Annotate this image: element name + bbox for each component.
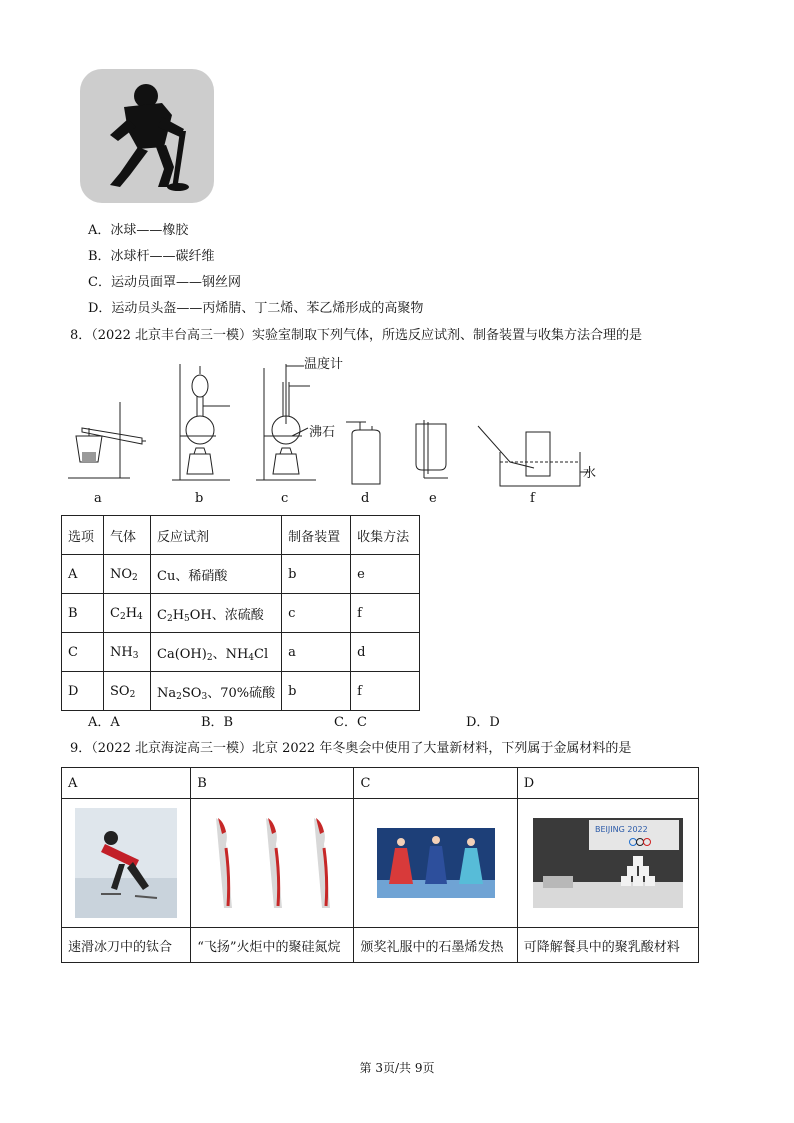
header-reagent: 反应试剂 [151,516,282,555]
label-thermometer: 温度计 [304,357,344,372]
row-c-collect: d [351,633,420,672]
table-header-row [62,516,420,555]
q8-apparatus-diagram [60,352,620,507]
olympic-torch-image [204,808,340,918]
row-b-option: B [62,594,104,633]
row-b-device: c [282,594,351,633]
row-b-gas: $C_2H_4$ [104,594,151,633]
row-c-option: C [62,633,104,672]
ice-hockey-pictogram [80,69,214,203]
q7-option-d: D．运动员头盔——丙烯腈、丁二烯、苯乙烯形成的高聚物 [88,301,424,316]
q9-table [61,767,699,963]
ceremony-dresses-image [377,828,495,898]
table-row [62,672,420,711]
tableware-display-image [533,818,683,908]
table-row [62,633,420,672]
table-row [62,799,699,928]
row-d-gas: $SO_2$ [104,672,151,711]
speed-skater-image [75,808,177,918]
q9-col-d: D [517,768,698,799]
q9-col-c: C [354,768,517,799]
table-header-row [62,768,699,799]
q8-stem: 8．（2022 北京丰台高三一模）实验室制取下列气体，所选反应试剂、制备装置与收集方法合理的是 [70,328,642,343]
row-c-reagent: $Ca(OH)_2$、$NH_4Cl$ [151,633,282,672]
row-a-device: b [282,555,351,594]
apparatus-label-d: d [361,491,370,506]
table-row [62,555,420,594]
q9-image-a-cell [62,799,191,928]
apparatus-f [478,426,590,486]
row-c-gas: $NH_3$ [104,633,151,672]
apparatus-a [68,402,146,478]
q9-caption-a: 速滑冰刀中的钛合 [62,928,191,963]
label-boiling-stone: 沸石 [309,425,336,440]
row-a-collect: e [351,555,420,594]
q9-image-c-cell [354,799,517,928]
row-d-device: b [282,672,351,711]
apparatus-d [346,422,380,484]
apparatus-b [172,364,230,480]
apparatus-label-f: f [530,491,535,506]
q8-choice-a: A．A [88,715,120,730]
apparatus-e [416,420,448,478]
header-option: 选项 [62,516,104,555]
row-b-collect: f [351,594,420,633]
q9-image-b-cell [191,799,354,928]
q8-choice-b: B．B [201,715,234,730]
row-a-reagent: Cu、稀硝酸 [151,555,282,594]
row-d-reagent: $Na_2SO_3$、70%硫酸 [151,672,282,711]
q9-stem: 9．（2022 北京海淀高三一模）北京 2022 年冬奥会中使用了大量新材料，下列属于金属材料的是 [70,741,632,756]
row-b-reagent: $C_2H_5OH$、浓硫酸 [151,594,282,633]
header-device: 制备装置 [282,516,351,555]
row-d-collect: f [351,672,420,711]
apparatus-c [256,364,316,480]
header-gas: 气体 [104,516,151,555]
row-d-option: D [62,672,104,711]
q9-caption-c: 颁奖礼服中的石墨烯发热 [354,928,517,963]
q9-col-b: B [191,768,354,799]
q7-option-b: B．冰球杆——碳纤维 [88,249,215,264]
page-number: 第 3页/共 9页 [359,1061,435,1075]
q9-caption-d: 可降解餐具中的聚乳酸材料 [517,928,698,963]
row-c-device: a [282,633,351,672]
q9-image-d-cell [517,799,698,928]
q7-option-c: C．运动员面罩——钢丝网 [88,275,241,290]
q9-caption-b: “飞扬”火炬中的聚硅氮烷 [191,928,354,963]
table-row [62,928,699,963]
row-a-option: A [62,555,104,594]
q8-table [61,515,420,711]
header-collect: 收集方法 [351,516,420,555]
banner-text: BEIJING 2022 [594,825,648,834]
apparatus-label-c: c [281,491,289,506]
row-a-gas: $NO_2$ [104,555,151,594]
q8-choice-c: C．C [334,715,367,730]
apparatus-label-b: b [195,491,204,506]
table-row [62,594,420,633]
label-water: 水 [583,466,597,481]
q8-choice-d: D．D [466,715,500,730]
q9-col-a: A [62,768,191,799]
ice-hockey-player-icon [80,69,214,203]
apparatus-label-e: e [429,491,437,506]
apparatus-label-a: a [94,491,102,506]
q7-option-a: A．冰球——橡胶 [88,223,189,238]
